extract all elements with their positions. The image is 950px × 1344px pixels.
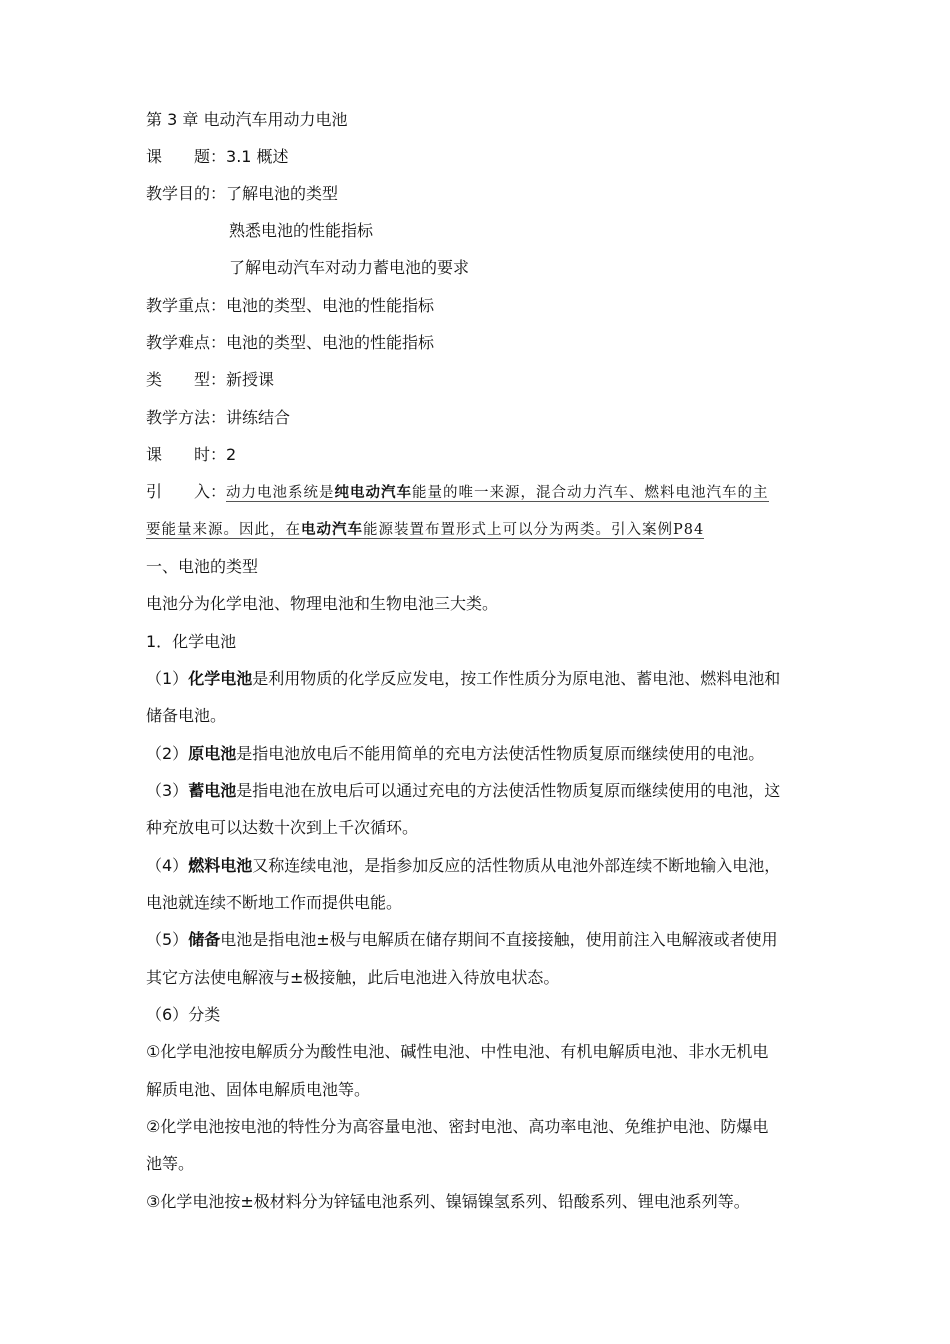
bold-term: 储备 [188,930,221,949]
text: 分类 [188,1005,221,1024]
type-row [146,370,274,390]
intro-term: 纯电动汽车 [334,484,413,501]
paragraph [146,930,778,950]
hours-row [146,445,236,465]
paragraph-continuation: 解质电池、固体电解质电池等。 [146,1080,371,1099]
bold-term: 化学电池 [188,669,253,688]
chapter-title: 第 3 章 电动汽车用动力电池 [146,110,348,129]
bold-term: 燃料电池 [188,856,253,875]
paragraph-continuation: 种充放电可以达数十次到上千次循环。 [146,818,419,837]
item-number: （1） [146,669,189,688]
classification-item: ②化学电池按电池的特性分为高容量电池、密封电池、高功率电池、免维护电池、防爆电 [146,1117,769,1136]
intro-text [146,522,704,539]
topic-label: 课 题： [146,147,227,166]
objective-item: 熟悉电池的性能指标 [229,221,374,240]
type-label: 类 型： [146,370,227,389]
item-number: （6） [146,1005,189,1024]
text: 又称连续电池，是指参加反应的活性物质从电池外部连续不断地输入电池， [252,856,781,875]
objective-item: 了解电动汽车对动力蓄电池的要求 [229,258,470,277]
paragraph [146,744,764,764]
paragraph [146,669,780,689]
intro-text [226,485,769,502]
type-value: 新授课 [226,370,275,389]
paragraph-continuation: 池等。 [146,1154,195,1173]
method-row [146,408,290,428]
key-points-value: 电池的类型、电池的性能指标 [226,296,435,315]
difficulties-label: 教学难点： [146,333,227,352]
item-number: （5） [146,930,189,949]
item-number: （3） [146,781,189,800]
bold-term: 蓄电池 [188,781,237,800]
topic-value: 3.1 概述 [226,147,289,166]
intro-text-part: 要能量来源。因此，在 [146,522,301,538]
difficulties-value: 电池的类型、电池的性能指标 [226,333,435,352]
paragraph [146,856,780,876]
key-points-row [146,296,434,316]
text: 是指电池放电后不能用简单的充电方法使活性物质复原而继续使用的电池。 [236,744,765,763]
paragraph-continuation: 储备电池。 [146,706,227,725]
paragraph [146,1005,220,1025]
objectives-label: 教学目的： [146,184,227,203]
objectives-row [146,184,338,204]
intro-line-1 [146,482,769,503]
text: 电池是指电池±极与电解质在储存期间不直接接触，使用前注入电解液或者使用 [220,930,778,949]
method-label: 教学方法： [146,408,227,427]
paragraph-continuation: 其它方法使电解液与±极接触，此后电池进入待放电状态。 [146,968,560,987]
intro-text-part: 能源装置布置形式上可以分为两类。引入案例P84 [363,522,705,538]
text: 是指电池在放电后可以通过充电的方法使活性物质复原而继续使用的电池，这 [236,781,781,800]
bold-term: 原电池 [188,744,237,763]
section-heading: 一、电池的类型 [146,557,259,576]
classification-item: ③化学电池按±极材料分为锌锰电池系列、镍镉镍氢系列、铅酸系列、锂电池系列等。 [146,1192,750,1211]
paragraph-continuation: 电池就连续不断地工作而提供电能。 [146,893,403,912]
topic-row [146,147,289,167]
intro-line-2 [146,520,704,540]
difficulties-row [146,333,434,353]
hours-label: 课 时： [146,445,227,464]
key-points-label: 教学重点： [146,296,227,315]
intro-label: 引 入： [146,482,227,501]
item-number: （4） [146,856,189,875]
item-number: （2） [146,744,189,763]
classification-item: ①化学电池按电解质分为酸性电池、碱性电池、中性电池、有机电解质电池、非水无机电 [146,1042,769,1061]
objective-item: 了解电池的类型 [226,184,339,203]
method-value: 讲练结合 [226,408,291,427]
hours-value: 2 [226,445,237,464]
subsection-heading: 1．化学电池 [146,632,237,651]
intro-text-part: 动力电池系统是 [226,485,335,501]
intro-text-part: 能量的唯一来源，混合动力汽车、燃料电池汽车的主 [412,485,769,501]
text: 是利用物质的化学反应发电，按工作性质分为原电池、蓄电池、燃料电池和 [252,669,781,688]
paragraph [146,781,780,801]
paragraph: 电池分为化学电池、物理电池和生物电池三大类。 [146,594,499,613]
intro-term: 电动汽车 [301,521,363,538]
